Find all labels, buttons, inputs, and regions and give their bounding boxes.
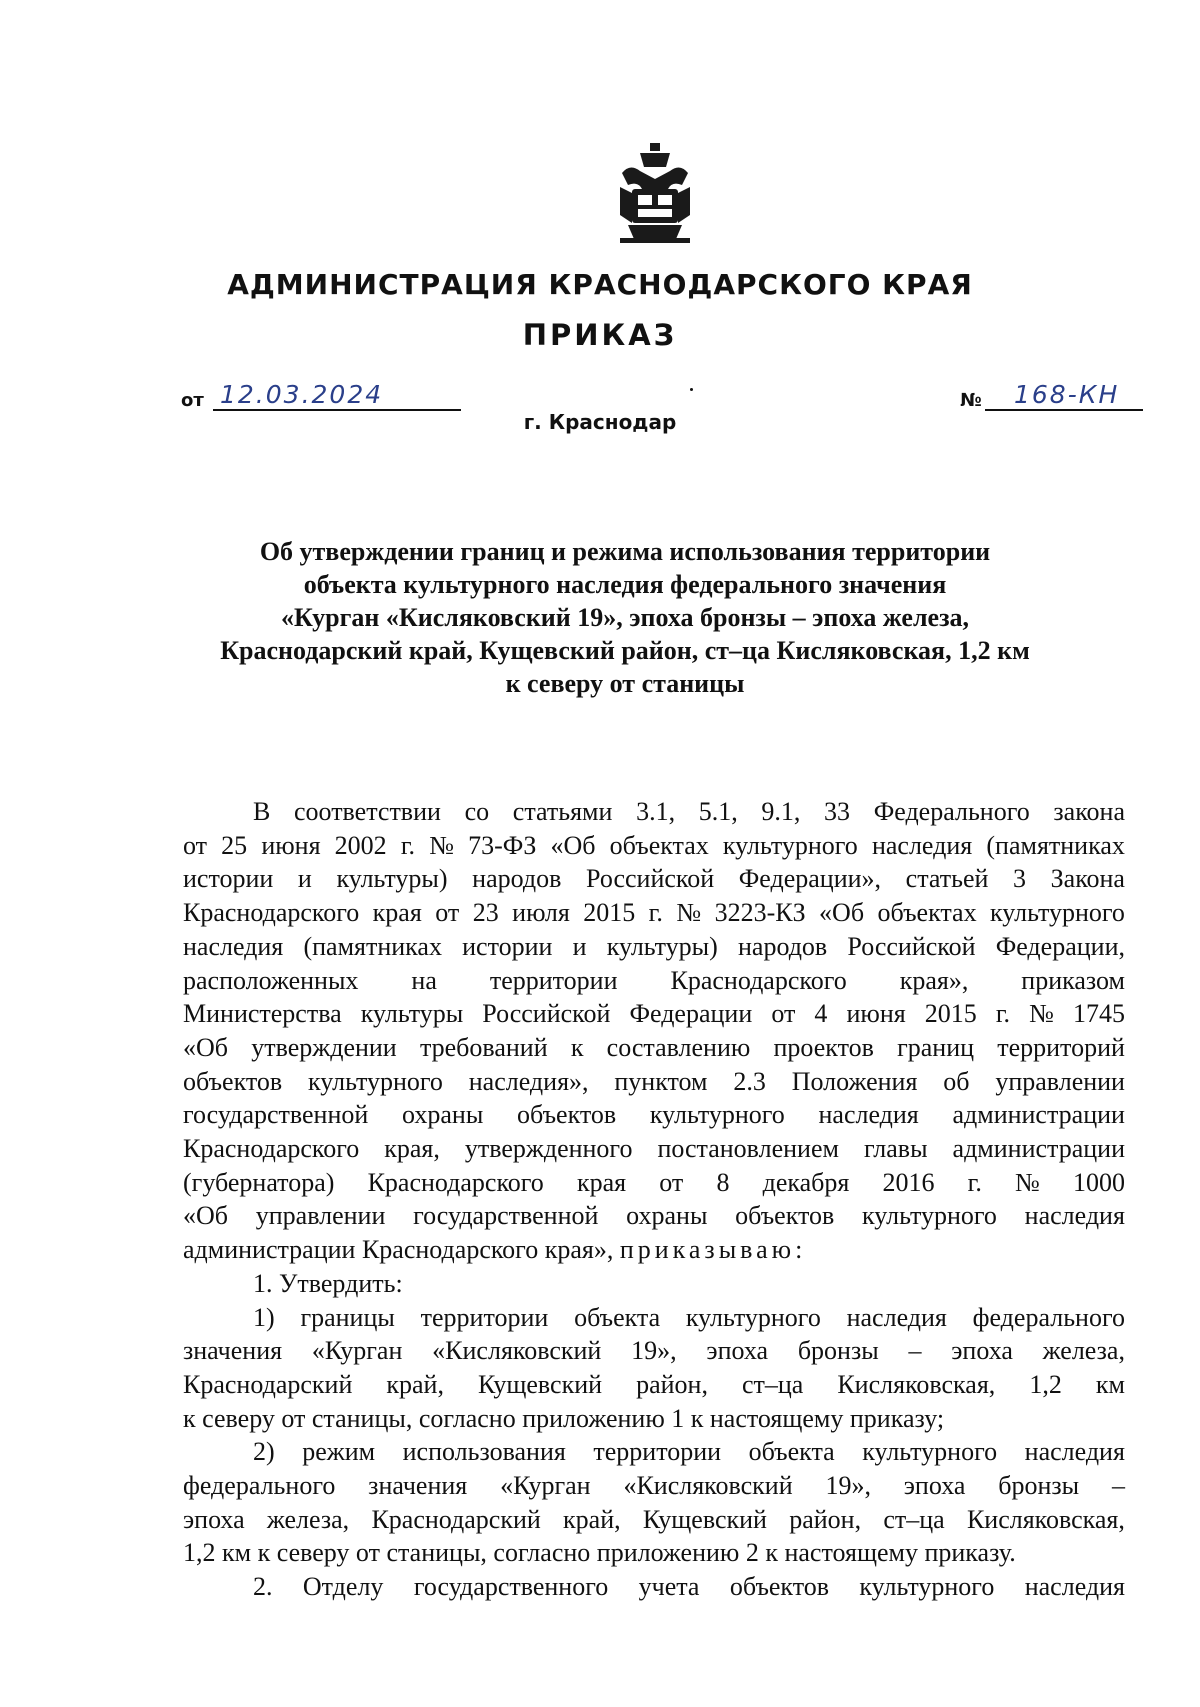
body-line: Краснодарского края от 23 июля 2015 г. № 3223-КЗ «Об объектах культурного bbox=[183, 898, 1125, 928]
organization-name: АДМИНИСТРАЦИЯ КРАСНОДАРСКОГО КРАЯ bbox=[227, 268, 973, 301]
body-line: значения «Курган «Кисляковский 19», эпоха бронзы – эпоха железа, bbox=[183, 1336, 1125, 1366]
item-1: 1. Утвердить: bbox=[253, 1268, 403, 1298]
body-line: Министерства культуры Российской Федерации от 4 июня 2015 г. № 1745 bbox=[183, 999, 1125, 1029]
coat-of-arms-icon bbox=[610, 143, 700, 245]
body-line: 1) границы территории объекта культурного наследия федерального bbox=[253, 1302, 1125, 1332]
body-line: государственной охраны объектов культурного наследия администрации bbox=[183, 1100, 1125, 1130]
title-line: «Курган «Кисляковский 19», эпоха бронзы – эпоха железа, bbox=[280, 603, 970, 632]
body-line: Краснодарский край, Кущевский район, ст–ца Кисляковская, 1,2 км bbox=[183, 1369, 1125, 1399]
body-line: к северу от станицы, согласно приложению 1 к настоящему приказу; bbox=[183, 1403, 945, 1433]
preamble-end: администрации Краснодарского края», bbox=[183, 1235, 620, 1265]
body-line: федерального значения «Курган «Кисляковский 19», эпоха бронзы – bbox=[183, 1471, 1125, 1501]
body-line: объектов культурного наследия», пунктом 2.3 Положения об управлении bbox=[183, 1066, 1125, 1096]
number-value: 168-КН bbox=[1014, 380, 1120, 409]
title-line: к северу от станицы bbox=[505, 669, 745, 698]
body-line: наследия (памятниках истории и культуры) народов Российской Федерации, bbox=[183, 931, 1125, 961]
title-line: объекта культурного наследия федерального значения bbox=[303, 570, 947, 599]
document-body bbox=[183, 795, 1125, 1604]
title-line: Краснодарский край, Кущевский район, ст–ца Кисляковская, 1,2 км bbox=[220, 636, 1030, 665]
item-2: 2. Отделу государственного учета объектов культурного наследия bbox=[253, 1572, 1125, 1602]
document-title bbox=[200, 535, 1050, 700]
body-line: (губернатора) Краснодарского края от 8 декабря 2016 г. № 1000 bbox=[183, 1167, 1125, 1197]
body-line: 1,2 км к северу от станицы, согласно приложению 2 к настоящему приказу. bbox=[183, 1538, 1016, 1568]
body-line: «Об утверждении требований к составлению проектов границ территорий bbox=[183, 1032, 1125, 1062]
date-prefix: от bbox=[181, 390, 204, 411]
body-line bbox=[183, 1233, 1125, 1267]
body-line: «Об управлении государственной охраны объектов культурного наследия bbox=[183, 1201, 1125, 1231]
city-mark bbox=[690, 388, 693, 391]
body-line: Краснодарского края, утвержденного постановлением главы администрации bbox=[183, 1134, 1125, 1164]
body-line: 2) режим использования территории объекта культурного наследия bbox=[253, 1437, 1125, 1467]
body-line: истории и культуры) народов Российской Федерации», статьей 3 Закона bbox=[183, 864, 1125, 894]
date-value: 12.03.2024 bbox=[220, 380, 384, 409]
city: г. Краснодар bbox=[523, 410, 677, 434]
body-line: от 25 июня 2002 г. № 73-ФЗ «Об объектах культурного наследия (памятниках bbox=[183, 830, 1125, 860]
body-line: эпоха железа, Краснодарский край, Кущевский район, ст–ца Кисляковская, bbox=[183, 1504, 1125, 1534]
document-type: ПРИКАЗ bbox=[522, 318, 678, 352]
number-prefix: № bbox=[960, 390, 982, 411]
title-line: Об утверждении границ и режима использования территории bbox=[259, 537, 991, 566]
order-word: приказываю: bbox=[619, 1235, 807, 1265]
body-line: В соответствии со статьями 3.1, 5.1, 9.1, 33 Федерального закона bbox=[253, 797, 1125, 826]
body-line: расположенных на территории Краснодарского края», приказом bbox=[183, 965, 1125, 995]
